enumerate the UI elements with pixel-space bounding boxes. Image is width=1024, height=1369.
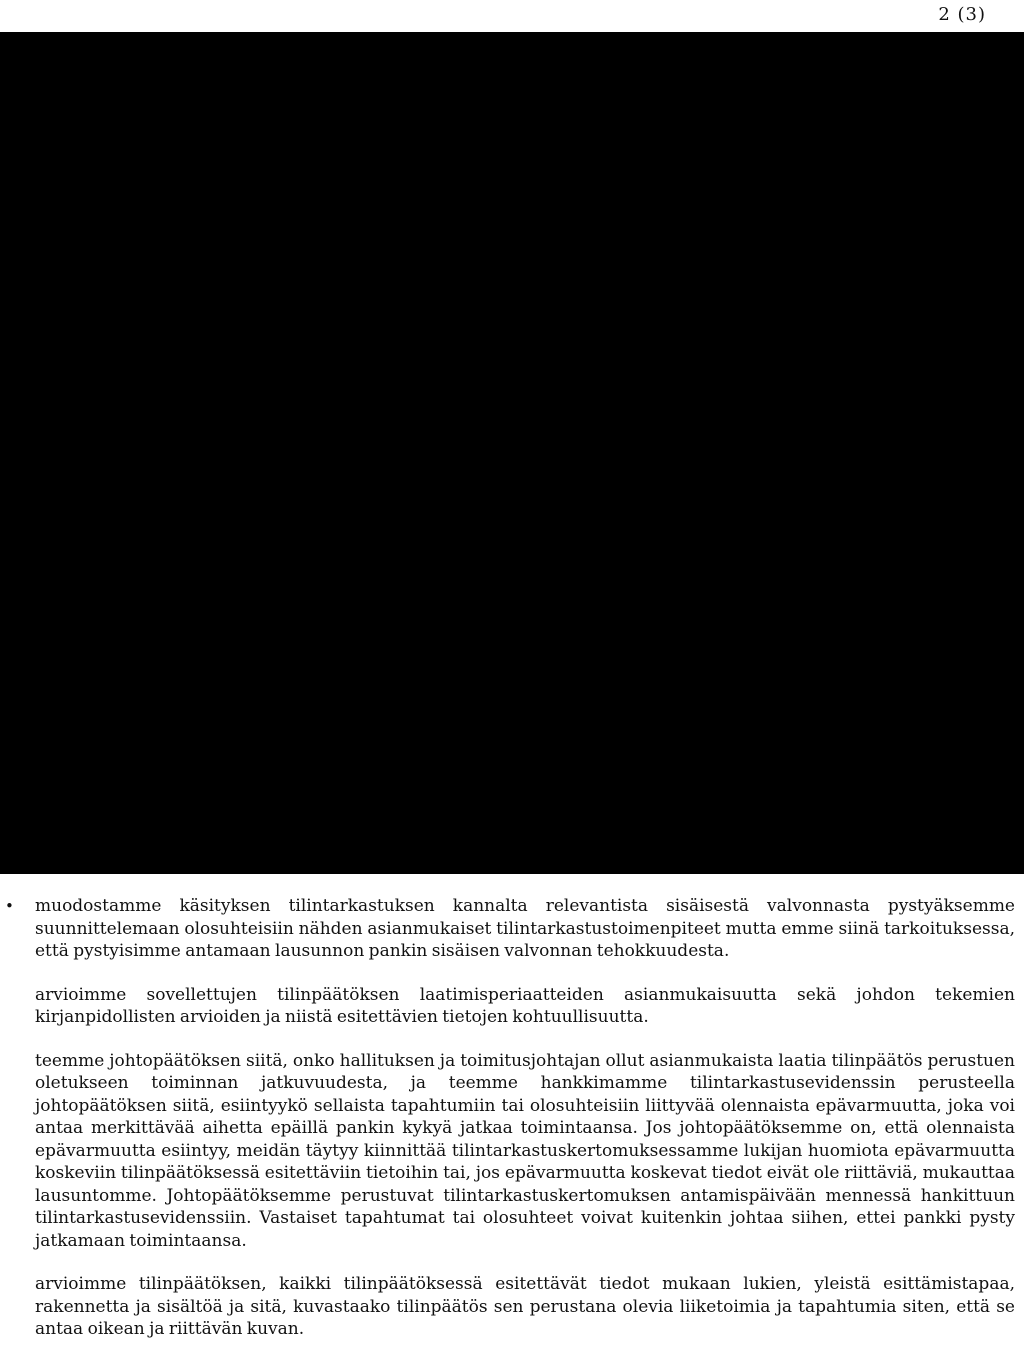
list-item-text: arvioimme tilinpäätöksen, kaikki tilinpäätöksessä esitettävät tiedot mukaan lukien, yleistä esittämistapaa, rakennetta ja sisältöä ja sitä, kuvastaako tilinpäätös sen perustana olevia liiketoimia ja tapahtumia siten, että se antaa oikean ja riittävän kuvan.	[35, 1274, 1015, 1339]
page-number: 2 (3)	[938, 4, 986, 25]
document-body	[5, 895, 1015, 1341]
bullet-icon: •	[5, 897, 14, 915]
list-item-text: teemme johtopäätöksen siitä, onko hallituksen ja toimitusjohtajan ollut asianmukaista laatia tilinpäätös perustuen oletukseen toiminnan jatkuvuudesta, ja teemme hankkimamme tilintarkastusevidenssin perusteella johtopäätöksen siitä, esiintyykö sellaista tapahtumiin tai olosuhteisiin liittyvää olennaista epävarmuutta, joka voi antaa merkittävää aihetta epäillä pankin kykyä jatkaa toimintaansa. Jos johtopäätöksemme on, että olennaista epävarmuutta esiintyy, meidän täytyy kiinnittää tilintarkastuskertomuksessamme lukijan huomiota epävarmuutta koskeviin tilinpäätöksessä esitettäviin tietoihin tai, jos epävarmuutta koskevat tiedot eivät ole riittäviä, mukauttaa lausuntomme. Johtopäätöksemme perustuvat tilintarkastuskertomuksen antamispäivään mennessä hankittuun tilintarkastusevidenssiin. Vastaiset tapahtumat tai olosuhteet voivat kuitenkin johtaa siihen, ettei pankki pysty jatkamaan toimintaansa.	[35, 1050, 1015, 1251]
list-item	[5, 895, 1015, 963]
redacted-area	[0, 32, 1024, 874]
list-item-text: muodostamme käsityksen tilintarkastuksen kannalta relevantista sisäisestä valvonnasta pystyäksemme suunnittelemaan olosuhteisiin nähden asianmukaiset tilintarkastustoimenpiteet mutta emme siinä tarkoituksessa, että pystyisimme antamaan lausunnon pankin sisäisen valvonnan tehokkuudesta.	[35, 896, 1015, 961]
list-item	[35, 1050, 1015, 1253]
list-item-text: arvioimme sovellettujen tilinpäätöksen laatimisperiaatteiden asianmukaisuutta sekä johdon tekemien kirjanpidollisten arvioiden ja niistä esitettävien tietojen kohtuullisuutta.	[35, 984, 1015, 1027]
list-item	[35, 1273, 1015, 1341]
list-item	[35, 984, 1015, 1029]
